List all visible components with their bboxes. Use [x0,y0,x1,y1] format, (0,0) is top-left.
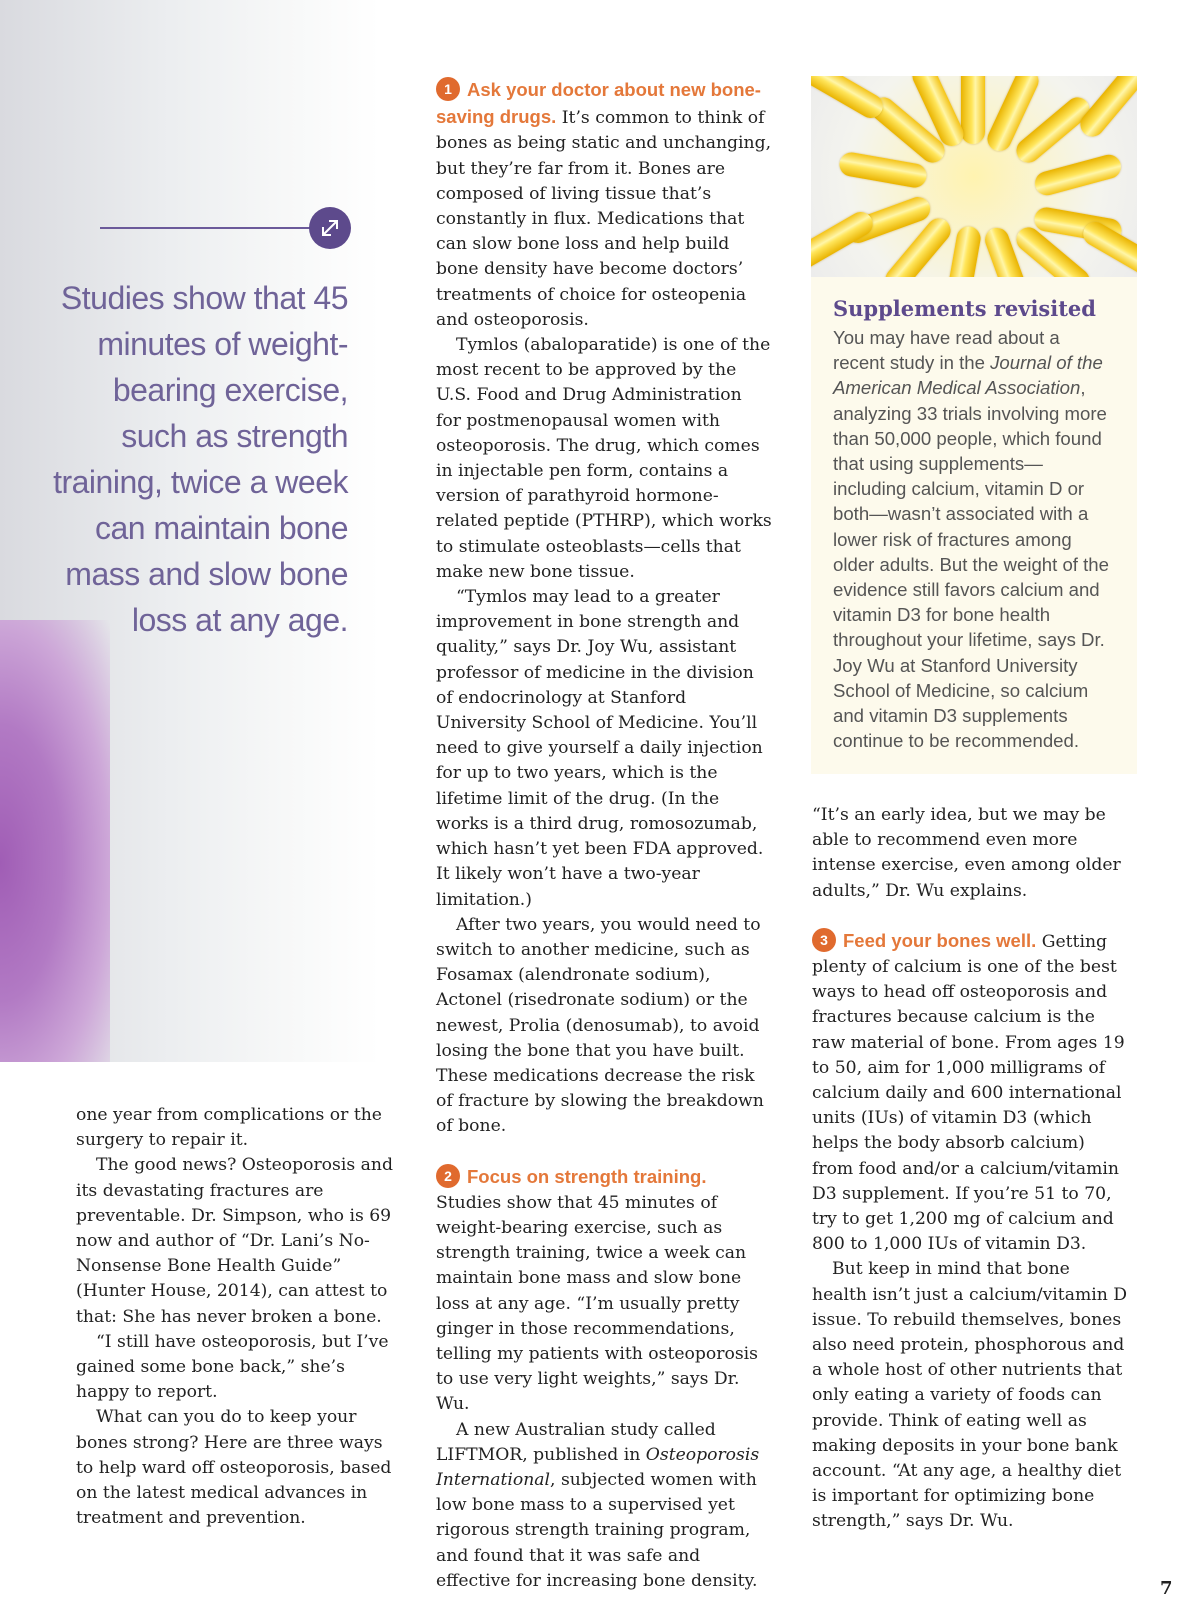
column-2 [436,77,772,1594]
paragraph: The good news? Osteoporosis and its devastating fractures are preventable. Dr. Simpson, who is 69 now and author of “Dr. Lani’s No-Nonsense Bone Health Guide” (Hunter House, 2014), can attest to that: She has never broken a bone. [76,1155,393,1327]
pull-quote: Studies show that 45 minutes of weight-bearing exercise, such as strength training, twice a week can maintain bone mass and slow bone loss at any age. [53,280,348,638]
vitamin-capsules-image [811,76,1137,277]
measuring-arrows-icon [309,207,351,249]
paragraph: “It’s an early idea, but we may be able to recommend even more intense exercise, even among older adults,” Dr. Wu explains. [812,805,1121,901]
paragraph: After two years, you would need to switch to another medicine, such as Fosamax (alendronate sodium), Actonel (risedronate sodium) or the newest, Prolia (denosumab), to avoid losing the bone that you have built. These medications decrease the risk of fracture by slowing the breakdown of bone. [436,914,764,1137]
purple-sleeve-image [0,620,110,1062]
section-3-heading: Feed your bones well. [843,929,1037,951]
page-number: 7 [1160,1578,1173,1599]
section-3-intro [812,928,1130,1258]
sidebar-title: Supplements revisited [833,296,1096,321]
journal-name: Journal of the American Medical Association [833,352,1103,399]
section-1-heading: Ask your doctor about new bone-saving drugs. [436,79,761,128]
paragraph: one year from complications or the surgery to repair it. [76,1105,382,1151]
column-1 [76,1103,394,1531]
paragraph: A new Australian study called LIFTMOR, published in Osteoporosis International, subjected women with low bone mass to a supervised yet rigorous strength training program, and found that it was safe and effective for increasing bone density. [436,1419,760,1591]
sidebar-body: You may have read about a recent study in the Journal of the American Medical Association, analyzing 33 trials involving more than 50,000 people, which found that using supplements—including calcium, vitamin D or both—wasn’t associated with a lower risk of fractures among older adults. But the weight of the evidence still favors calcium and vitamin D3 for bone health throughout your lifetime, says Dr. Joy Wu at Stanford University School of Medicine, so calcium and vitamin D3 supplements continue to be recommended. [833,327,1109,752]
pull-quote-rule [100,227,315,229]
section-number-badge: 3 [812,928,836,952]
paragraph: Getting plenty of calcium is one of the best ways to head off osteoporosis and fractures because calcium is the raw material of bone. From ages 19 to 50, aim for 1,000 milligrams of calcium daily and 600 international units (IUs) of vitamin D3 (which helps the body absorb calcium) from food and/or a calcium/vitamin D3 supplement. If you’re 51 to 70, try to get 1,200 mg of calcium and 800 to 1,000 IUs of vitamin D3. [812,931,1125,1255]
supplements-sidebar [811,277,1137,774]
paragraph: But keep in mind that bone health isn’t just a calcium/vitamin D issue. To rebuild themselves, bones also need protein, phosphorous and a whole host of other nutrients that only eating a variety of foods can provide. Think of eating well as making deposits in your bone bank account. “At any age, a healthy diet is important for optimizing bone strength,” says Dr. Wu. [812,1259,1128,1532]
journal-name: Osteoporosis International [436,1444,760,1490]
paragraph: “I still have osteoporosis, but I’ve gained some bone back,” she’s happy to report. [76,1331,389,1403]
paragraph: “Tymlos may lead to a greater improvement in bone strength and quality,” says Dr. Joy Wu, assistant professor of medicine in the division of endocrinology at Stanford University School of Medicine. You’ll need to give yourself a daily injection for up to two years, which is the lifetime limit of the drug. (In the works is a third drug, romosozumab, which hasn’t yet been FDA approved. It likely won’t have a two-year limitation.) [436,587,764,910]
paragraph: Tymlos (abaloparatide) is one of the most recent to be approved by the U.S. Food and Drug Administration for postmenopausal women with osteoporosis. The drug, which comes in injectable pen form, contains a version of parathyroid hormone-related peptide (PTHRP), which works to stimulate osteoblasts—cells that make new bone tissue. [436,335,772,582]
section-2-heading-line [436,1164,772,1191]
column-3 [812,803,1130,1535]
paragraph: Studies show that 45 minutes of weight-bearing exercise, such as strength training, twice a week can maintain bone mass and slow bone loss at any age. “I’m usually pretty ginger in those recommendations, telling my patients with osteoporosis to use very light weights,” says Dr. Wu. [436,1192,758,1415]
paragraph: It’s common to think of bones as being static and unchanging, but they’re far from it. Bones are composed of living tissue that’s constantly in flux. Medications that can slow bone loss and help build bone density have become doctors’ treatments of choice for osteopenia and osteoporosis. [436,108,772,330]
section-2-heading: Focus on strength training. [467,1165,707,1187]
paragraph: What can you do to keep your bones strong? Here are three ways to help ward off osteoporosis, based on the latest medical advances in treatment and prevention. [76,1407,392,1529]
section-number-badge: 1 [436,77,460,101]
section-number-badge: 2 [436,1164,460,1188]
section-1-intro [436,77,772,333]
